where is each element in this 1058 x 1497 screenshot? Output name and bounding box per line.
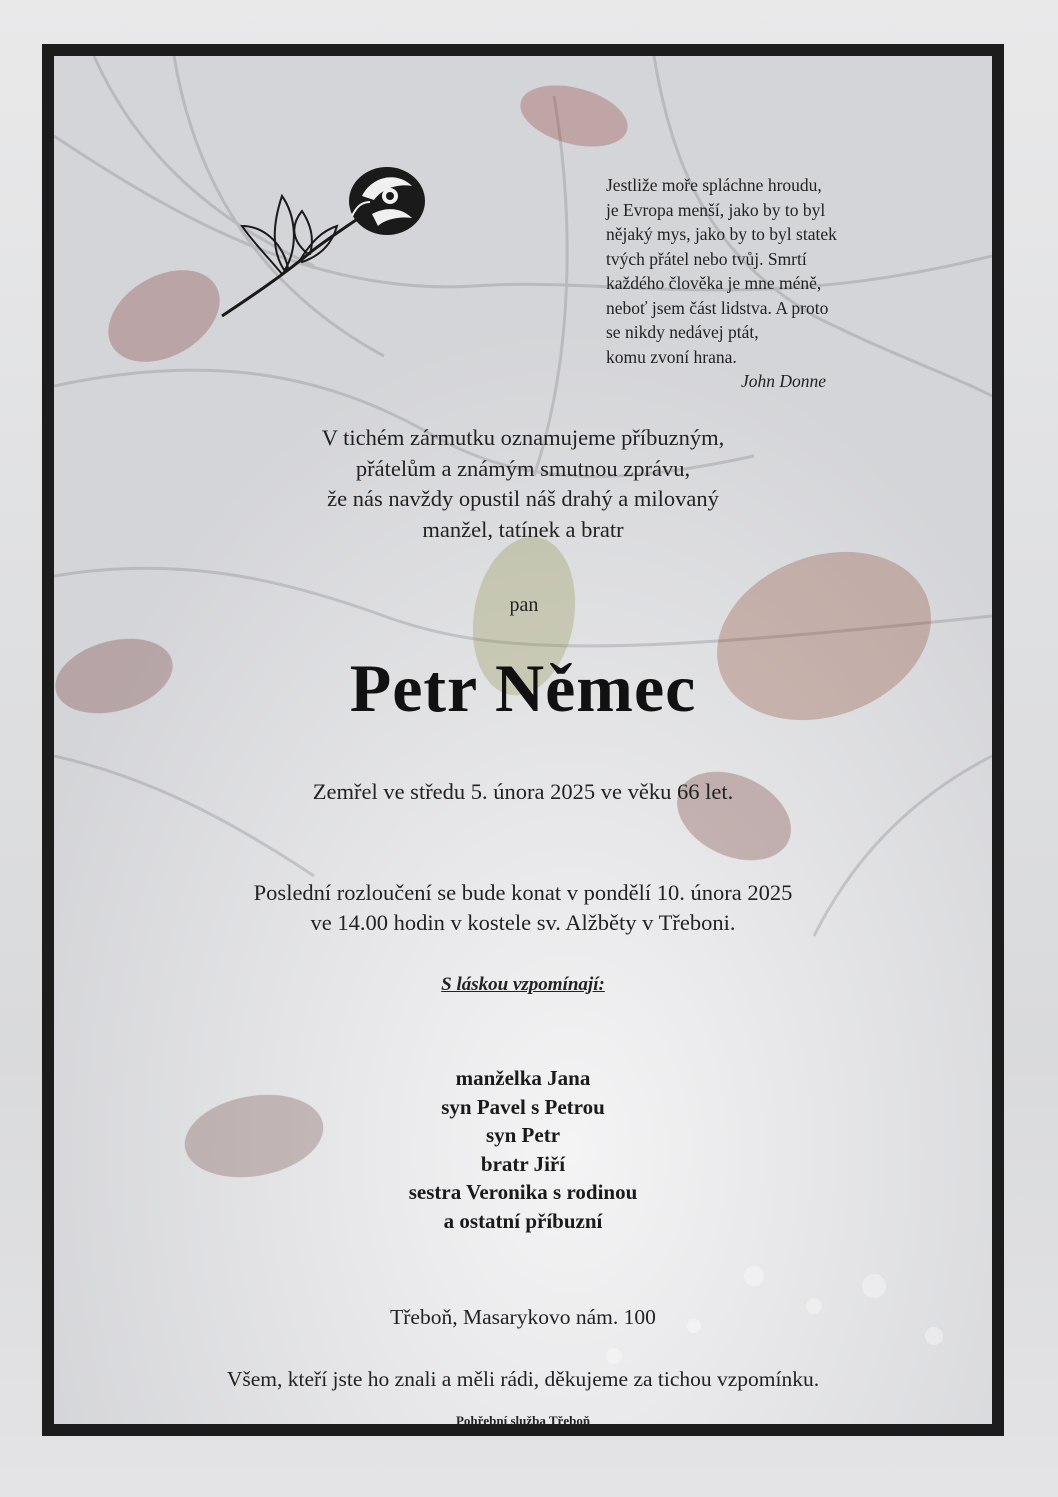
poem-line: nějaký mys, jako by to byl statek	[606, 224, 837, 244]
funeral-line: Poslední rozloučení se bude konat v pondělí 10. února 2025	[253, 880, 793, 905]
poem	[606, 173, 926, 394]
poem-author: John Donne	[741, 371, 827, 391]
deceased-name: Petr Němec	[349, 650, 697, 726]
mourner-name: manželka Jana	[455, 1066, 591, 1090]
poem-line: každého člověka je mne méně,	[606, 273, 822, 293]
mourners-heading: S láskou vzpomínají:	[441, 974, 605, 995]
funeral-details	[154, 878, 892, 938]
rose-icon	[212, 156, 432, 326]
poem-line: je Evropa menší, jako by to byl	[606, 199, 826, 220]
poem-line: se nikdy nedávej ptát,	[606, 322, 759, 342]
funeral-line: ve 14.00 hodin v kostele sv. Alžběty v Třeboni.	[310, 910, 736, 935]
obituary-frame	[42, 44, 1004, 1436]
poem-line: neboť jsem část lidstva. A proto	[606, 297, 829, 318]
undertaker: Pohřební služba Třeboň	[455, 1413, 591, 1428]
mourner-name: syn Petr	[485, 1123, 561, 1147]
mourner-name: syn Pavel s Petrou	[441, 1094, 605, 1119]
announcement-line: manžel, tatínek a bratr	[422, 516, 624, 542]
announcement-line: V tichém zármutku oznamujeme příbuzným,	[321, 425, 725, 450]
poem-line: tvých přátel nebo tvůj. Smrtí	[606, 248, 807, 269]
poem-line: Jestliže moře spláchne hroudu,	[606, 175, 822, 195]
death-notice: Zemřel ve středu 5. února 2025 ve věku 66 let.	[312, 779, 734, 804]
address: Třeboň, Masarykovo nám. 100	[390, 1305, 656, 1329]
thanks-note: Všem, kteří jste ho znali a měli rádi, děkujeme za tichou vzpomínku.	[226, 1367, 820, 1391]
poem-line: komu zvoní hrana.	[606, 346, 737, 367]
honorific: pan	[509, 594, 539, 616]
mourner-name: sestra Veronika s rodinou	[408, 1180, 638, 1204]
mourner-name: bratr Jiří	[480, 1151, 566, 1176]
announcement-line: přátelům a známým smutnou zprávu,	[355, 455, 691, 481]
mourner-name: a ostatní příbuzní	[443, 1208, 603, 1233]
announcement	[174, 423, 872, 545]
mourners-list	[274, 1064, 772, 1235]
announcement-line: že nás navždy opustil náš drahý a milovaný	[327, 486, 719, 511]
